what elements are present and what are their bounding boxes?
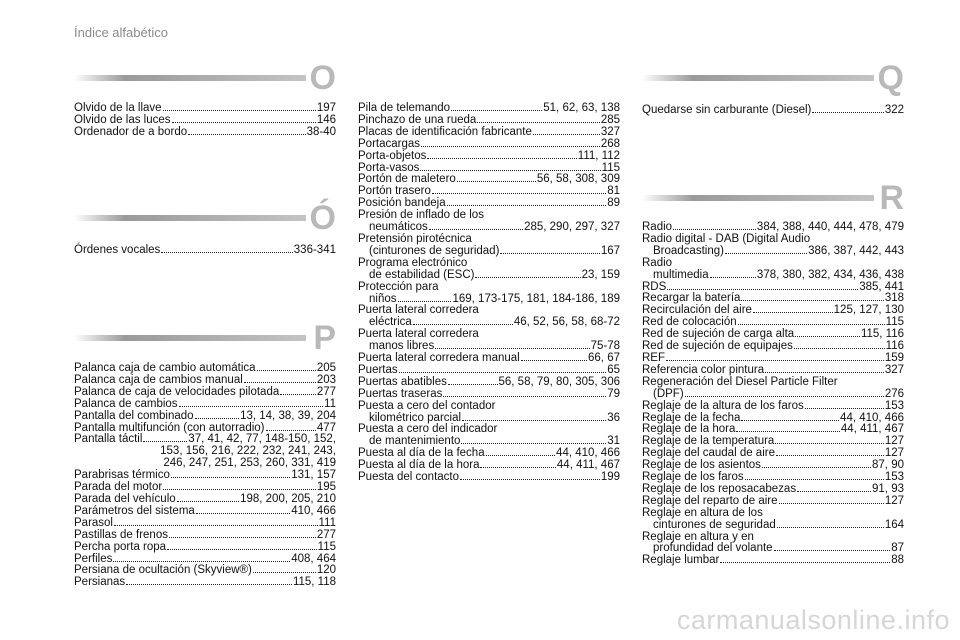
dot-leader xyxy=(812,112,883,113)
dot-leader xyxy=(443,396,606,397)
dot-leader xyxy=(475,277,580,278)
dot-leader xyxy=(451,110,542,111)
dot-leader xyxy=(762,467,871,468)
index-entry-heading: Protección para xyxy=(358,280,439,293)
dot-leader xyxy=(753,312,833,313)
dot-leader xyxy=(448,384,498,385)
dot-leader xyxy=(720,562,890,563)
dot-leader xyxy=(666,360,884,361)
entry-pages: 199 xyxy=(600,471,620,484)
index-entry xyxy=(74,530,336,542)
dot-leader xyxy=(533,134,600,135)
entry-term: neumáticos xyxy=(369,221,428,234)
section-letter: R xyxy=(879,179,904,217)
entry-pages: 88 xyxy=(891,554,904,567)
index-list-r xyxy=(642,222,904,567)
dot-leader xyxy=(797,491,871,492)
entry-pages: 127 xyxy=(884,447,904,460)
entry-pages: 31 xyxy=(607,435,620,448)
entry-term: (DPF) xyxy=(653,387,684,400)
dot-leader xyxy=(195,418,240,419)
entry-term: Puertas traseras xyxy=(358,387,443,400)
index-entry xyxy=(642,270,904,282)
index-entry xyxy=(358,472,620,484)
entry-pages: 169, 173-175, 181, 184-186, 189 xyxy=(452,292,620,305)
entry-pages: 65 xyxy=(607,363,620,376)
entry-term: Reglaje del caudal de aire xyxy=(642,447,775,460)
entry-term: Reglaje de la temperatura xyxy=(642,435,775,448)
dot-leader xyxy=(244,382,316,383)
index-list-p-col1 xyxy=(74,363,336,589)
dot-leader xyxy=(126,584,292,585)
entry-pages: 205 xyxy=(316,362,336,374)
entry-pages: 115 xyxy=(601,161,620,174)
dot-leader xyxy=(794,348,885,349)
section-letter: Q xyxy=(877,59,904,97)
section-header-q xyxy=(642,59,904,106)
index-entry xyxy=(642,105,904,117)
entry-term: Pastillas de frenos xyxy=(74,528,168,541)
dot-leader xyxy=(113,561,290,562)
entry-pages: 44, 410, 466 xyxy=(556,447,620,460)
entry-term: Palanca de cambios xyxy=(74,397,178,410)
index-list-o xyxy=(74,103,336,139)
entry-pages: 327 xyxy=(600,125,620,138)
index-entry-heading: Programa electrónico xyxy=(358,256,468,269)
entry-term: Pila de telemando xyxy=(358,102,451,114)
entry-term: Puesta del contacto xyxy=(358,471,460,484)
dot-leader xyxy=(462,420,606,421)
entry-term: Parabrisas térmico xyxy=(74,469,170,482)
section-bar xyxy=(642,75,874,81)
entry-term: multimedia xyxy=(653,268,709,281)
entry-term: RDS xyxy=(642,280,667,293)
dot-leader xyxy=(114,525,318,526)
entry-pages: 322 xyxy=(884,104,904,116)
entry-pages: 111 xyxy=(318,516,336,529)
dot-leader xyxy=(500,253,599,254)
entry-pages: 198, 200, 205, 210 xyxy=(240,492,336,505)
dot-leader xyxy=(779,503,884,504)
index-entry xyxy=(74,577,336,589)
dot-leader xyxy=(420,170,600,171)
dot-leader xyxy=(461,443,606,444)
entry-pages: 197 xyxy=(316,102,336,114)
entry-pages: 318 xyxy=(884,292,904,305)
dot-leader xyxy=(741,300,883,301)
entry-term: Puertas abatibles xyxy=(358,375,447,388)
entry-term: Radio xyxy=(642,221,673,233)
entry-term: Parasol xyxy=(74,516,113,529)
entry-term: Pantalla del combinado xyxy=(74,409,194,422)
dot-leader xyxy=(477,122,600,123)
index-entry xyxy=(358,139,620,151)
entry-pages: 408, 464 xyxy=(291,552,336,565)
entry-term: REF xyxy=(642,351,665,364)
entry-pages: 75-78 xyxy=(590,340,620,353)
dot-leader xyxy=(447,205,607,206)
entry-pages: 327 xyxy=(884,363,904,376)
dot-leader xyxy=(738,324,885,325)
entry-term: Puertas xyxy=(358,363,398,376)
entry-pages: 46, 52, 56, 58, 68-72 xyxy=(513,316,620,329)
section-header-r xyxy=(642,179,904,226)
dot-leader xyxy=(673,229,756,230)
entry-term: kilométrico parcial xyxy=(369,411,462,424)
entry-pages: 477 xyxy=(316,421,336,434)
entry-pages: 285 xyxy=(600,113,620,126)
index-entry xyxy=(358,127,620,139)
dot-leader xyxy=(776,455,884,456)
dot-leader xyxy=(179,406,323,407)
entry-pages: 153 xyxy=(884,399,904,412)
entry-term: Palanca de caja de velocidades pilotada xyxy=(74,385,280,398)
section-header-p xyxy=(74,319,336,366)
entry-term: Reglaje de la fecha xyxy=(642,411,741,424)
dot-leader xyxy=(169,537,316,538)
section-letter: Ó xyxy=(309,199,336,237)
index-entry xyxy=(358,377,620,389)
entry-pages: 37, 41, 42, 77, 148-150, 152, xyxy=(188,433,336,446)
entry-pages: 385, 441 xyxy=(859,280,904,293)
entry-term: Reglaje de la altura de los faros xyxy=(642,399,804,412)
index-entry xyxy=(74,399,336,411)
entry-term: Olvido de las luces xyxy=(74,113,171,126)
index-list-q xyxy=(642,105,904,117)
dot-leader xyxy=(399,372,607,373)
entry-term: Palanca caja de cambios manual xyxy=(74,373,243,386)
entry-pages: 116 xyxy=(885,340,904,353)
entry-pages: 127 xyxy=(884,494,904,507)
entry-pages: 56, 58, 308, 309 xyxy=(536,173,620,186)
entry-term: Reglaje de los reposacabezas xyxy=(642,482,797,495)
entry-term: Porta-objetos xyxy=(358,149,427,162)
index-entry xyxy=(642,520,904,532)
entry-term: Portón trasero xyxy=(358,185,431,198)
dot-leader xyxy=(143,441,187,442)
entry-term: Reglaje de la hora xyxy=(642,423,736,436)
dot-leader xyxy=(667,289,858,290)
dot-leader xyxy=(710,277,756,278)
entry-term: Red de sujeción de carga alta xyxy=(642,328,795,341)
dot-leader xyxy=(741,420,839,421)
index-entry xyxy=(74,542,336,554)
entry-pages: 410, 466 xyxy=(291,504,336,517)
entry-pages: 378, 380, 382, 434, 436, 438 xyxy=(756,268,904,281)
dot-leader xyxy=(398,301,452,302)
entry-term: (cinturones de seguridad) xyxy=(369,244,500,257)
dot-leader xyxy=(457,181,536,182)
index-entry xyxy=(358,389,620,401)
entry-term: eléctrica xyxy=(369,316,412,329)
entry-pages: 56, 58, 79, 80, 305, 306 xyxy=(498,375,620,388)
entry-pages: 87 xyxy=(891,542,904,555)
entry-term: Porta-vasos xyxy=(358,161,420,174)
entry-pages: 23, 159 xyxy=(581,268,620,281)
dot-leader xyxy=(486,455,555,456)
entry-pages: 276 xyxy=(884,387,904,400)
entry-term: Quedarse sin carburante (Diesel) xyxy=(642,104,812,116)
dot-leader xyxy=(172,122,316,123)
dot-leader xyxy=(196,513,290,514)
dot-leader xyxy=(777,527,884,528)
section-bar xyxy=(74,215,306,221)
page-title: Índice alfabético xyxy=(74,25,168,40)
dot-leader xyxy=(521,360,587,361)
section-header-o-acute xyxy=(74,199,336,246)
dot-leader xyxy=(774,550,891,551)
entry-pages: 13, 14, 38, 39, 204 xyxy=(240,409,336,422)
entry-term: Red de sujeción de equipajes xyxy=(642,340,793,353)
entry-pages: 66, 67 xyxy=(588,352,620,365)
entry-term: Parada del motor xyxy=(74,481,163,494)
section-letter: P xyxy=(313,319,336,357)
entry-pages: 36 xyxy=(607,411,620,424)
entry-term: Perfiles xyxy=(74,552,113,565)
entry-pages: 127 xyxy=(884,435,904,448)
dot-leader xyxy=(161,252,292,253)
entry-pages: 38-40 xyxy=(306,125,336,138)
section-header-o xyxy=(74,59,336,106)
index-entry-heading: Puerta lateral corredera xyxy=(358,304,479,317)
entry-term: Persianas xyxy=(74,576,126,589)
entry-pages: 81 xyxy=(607,185,620,198)
entry-pages: 125, 127, 130 xyxy=(833,304,904,317)
entry-term: niños xyxy=(369,292,397,305)
dot-leader xyxy=(736,431,840,432)
entry-pages: 277 xyxy=(316,528,336,541)
entry-term: Broadcasting) xyxy=(653,244,724,257)
entry-term: Parada del vehículo xyxy=(74,492,176,505)
dot-leader xyxy=(765,372,884,373)
entry-pages: 203 xyxy=(316,373,336,386)
index-entry-heading: Radio xyxy=(642,256,673,269)
entry-pages: 11 xyxy=(324,397,336,410)
entry-pages: 384, 388, 440, 444, 478, 479 xyxy=(756,221,904,233)
entry-pages: 386, 387, 442, 443 xyxy=(808,244,904,257)
index-entry-heading: Pretensión pirotécnica xyxy=(358,232,472,245)
dot-leader xyxy=(163,110,316,111)
index-entry xyxy=(74,245,336,257)
entry-term: Puesta al día de la hora xyxy=(358,459,480,472)
index-entry-heading: Presión de inflado de los xyxy=(358,209,484,222)
entry-pages: 44, 411, 467 xyxy=(840,423,904,436)
entry-term: Persiana de ocultación (Skyview®) xyxy=(74,564,252,577)
dot-leader xyxy=(745,479,884,480)
entry-pages: 285, 290, 297, 327 xyxy=(524,221,620,234)
entry-pages: 277 xyxy=(316,385,336,398)
index-entry xyxy=(74,518,336,530)
index-entry-heading: Reglaje en altura y en xyxy=(642,530,754,543)
entry-pages: 115 xyxy=(317,540,336,553)
entry-pages: 44, 411, 467 xyxy=(556,459,620,472)
entry-term: Puerta lateral corredera manual xyxy=(358,352,520,365)
entry-term: Ordenador de a bordo xyxy=(74,125,188,138)
entry-pages: 89 xyxy=(607,197,620,210)
section-bar xyxy=(642,195,874,201)
index-entry xyxy=(642,246,904,258)
entry-term: Recargar la batería xyxy=(642,292,741,305)
dot-leader xyxy=(266,430,316,431)
dot-leader xyxy=(257,370,316,371)
entry-term: Portacargas xyxy=(358,137,421,150)
dot-leader xyxy=(167,549,317,550)
index-entry-heading: Puerta lateral corredera xyxy=(358,328,479,341)
entry-pages-continued: 153, 156, 216, 222, 232, 241, 243, xyxy=(160,445,336,458)
entry-term: Portón de maletero xyxy=(358,173,456,186)
entry-term: Palanca caja de cambio automática xyxy=(74,362,256,374)
index-entry xyxy=(74,411,336,423)
dot-leader xyxy=(685,396,884,397)
index-entry-heading: Puesta a cero del indicador xyxy=(358,423,498,436)
entry-pages: 87, 90 xyxy=(872,459,904,472)
entry-term: cinturones de seguridad xyxy=(653,518,776,531)
entry-term: Red de colocación xyxy=(642,316,737,329)
entry-pages: 336-341 xyxy=(293,244,336,256)
entry-term: Reglaje de los faros xyxy=(642,471,744,484)
dot-leader xyxy=(725,253,807,254)
section-letter: O xyxy=(309,59,336,97)
index-entry xyxy=(74,506,336,518)
index-entry xyxy=(358,270,620,282)
entry-term: Pantalla multifunción (con autorradio) xyxy=(74,421,265,434)
dot-leader xyxy=(421,146,600,147)
index-entry xyxy=(358,151,620,163)
entry-pages: 146 xyxy=(316,113,336,126)
entry-term: Reglaje lumbar xyxy=(642,554,720,567)
entry-term: Olvido de la llave xyxy=(74,102,162,114)
entry-term: Reglaje de los asientos xyxy=(642,459,761,472)
index-list-p-col2 xyxy=(358,103,620,484)
entry-term: profundidad del volante xyxy=(653,542,773,555)
entry-term: manos libres xyxy=(369,340,435,353)
entry-pages: 120 xyxy=(316,564,336,577)
entry-term: Parámetros del sistema xyxy=(74,504,195,517)
entry-term: Placas de identificación fabricante xyxy=(358,125,532,138)
index-entry xyxy=(358,246,620,258)
entry-pages: 153 xyxy=(884,471,904,484)
index-entry xyxy=(74,127,336,139)
dot-leader xyxy=(280,394,316,395)
entry-term: Órdenes vocales xyxy=(74,244,161,256)
dot-leader xyxy=(432,193,606,194)
entry-pages: 195 xyxy=(316,481,336,494)
entry-pages: 44, 410, 466 xyxy=(840,411,904,424)
index-entry-heading: Radio digital - DAB (Digital Audio xyxy=(642,232,811,245)
watermark-text: carmanualsonline.info xyxy=(676,605,950,635)
index-entry xyxy=(642,401,904,413)
entry-pages: 91, 93 xyxy=(872,482,904,495)
entry-pages: 51, 62, 63, 138 xyxy=(543,102,620,114)
entry-term: de mantenimiento xyxy=(369,435,461,448)
dot-leader xyxy=(435,348,589,349)
dot-leader xyxy=(805,408,884,409)
dot-leader xyxy=(460,479,600,480)
entry-pages: 159 xyxy=(884,351,904,364)
entry-term: Posición bandeja xyxy=(358,197,446,210)
entry-term: Pantalla táctil xyxy=(74,433,143,446)
entry-term: Referencia color pintura xyxy=(642,363,765,376)
index-list-o-acute xyxy=(74,245,336,257)
section-bar xyxy=(74,335,306,341)
entry-pages: 79 xyxy=(607,387,620,400)
dot-leader xyxy=(427,158,576,159)
entry-term: Recirculación del aire xyxy=(642,304,752,317)
entry-pages: 167 xyxy=(600,244,620,257)
dot-leader xyxy=(480,467,555,468)
entry-pages: 115, 116 xyxy=(860,328,904,341)
entry-pages: 115, 118 xyxy=(292,576,336,589)
entry-pages: 268 xyxy=(600,137,620,150)
dot-leader xyxy=(177,501,239,502)
dot-leader xyxy=(171,477,290,478)
entry-pages: 111, 112 xyxy=(577,149,620,162)
entry-term: de estabilidad (ESC) xyxy=(369,268,475,281)
dot-leader xyxy=(253,572,316,573)
index-entry xyxy=(642,555,904,567)
index-entry-heading: Regeneración del Diesel Particle Filter xyxy=(642,375,838,388)
dot-leader xyxy=(429,229,523,230)
index-entry-heading: Puesta a cero del contador xyxy=(358,399,496,412)
section-bar xyxy=(74,75,306,81)
entry-pages: 115 xyxy=(885,316,904,329)
index-entry xyxy=(642,341,904,353)
dot-leader xyxy=(188,134,305,135)
index-entry xyxy=(642,389,904,401)
entry-pages: 131, 157 xyxy=(291,469,336,482)
entry-term: Reglaje del reparto de aire xyxy=(642,494,778,507)
index-entry xyxy=(642,365,904,377)
dot-leader xyxy=(775,443,883,444)
dot-leader xyxy=(795,336,860,337)
entry-term: Percha porta ropa xyxy=(74,540,167,553)
dot-leader xyxy=(413,324,513,325)
entry-term: Pinchazo de una rueda xyxy=(358,113,477,126)
entry-pages-continued: 246, 247, 251, 253, 260, 331, 419 xyxy=(163,457,336,470)
index-entry xyxy=(74,387,336,399)
index-entry-heading: Reglaje en altura de los xyxy=(642,506,763,519)
entry-term: Puesta al día de la fecha xyxy=(358,447,485,460)
dot-leader xyxy=(163,489,316,490)
index-entry xyxy=(642,496,904,508)
entry-pages: 164 xyxy=(884,518,904,531)
